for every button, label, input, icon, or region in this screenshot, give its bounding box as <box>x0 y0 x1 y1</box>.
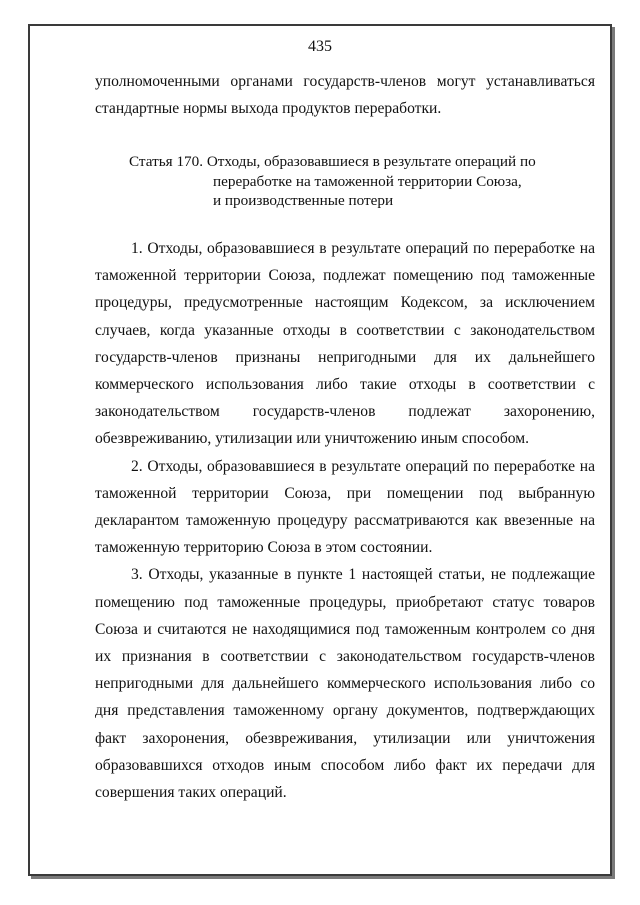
article-heading <box>95 152 595 211</box>
article-paragraph-1: 1. Отходы, образовавшиеся в результате операций по переработке на таможенной территории Союза, подлежат помещению под таможенные процедуры, предусмотренные настоящим Кодексом, за исключением случаев, когда указанные отходы в соответствии с законодательством государств-членов признаны непригодными для их дальнейшего коммерческого использования либо такие отходы в соответствии с законодательством государств-членов подлежат захоронению, обезвреживанию, утилизации или уничтожению иным способом. <box>95 239 595 448</box>
article-paragraph-2: 2. Отходы, образовавшиеся в результате операций по переработке на таможенной территории Союза, при помещении под выбранную декларантом таможенную процедуру рассматриваются как ввезенные на таможенную территорию Союза в этом состоянии. <box>95 457 595 557</box>
article-heading-line: переработке на таможенной территории Союза, <box>213 172 522 190</box>
page-number: 435 <box>308 38 332 55</box>
article-paragraph-3: 3. Отходы, указанные в пункте 1 настоящей статьи, не подлежащие помещению под таможенные процедуры, приобретают статус товаров Союза и считаются не находящимися под таможенным контролем со дня их признания в соответствии с законодательством государств-членов непригодными для дальнейшего коммерческого использования либо со дня представления таможенному органу документов, подтверждающих факт захоронения, обезвреживания, утилизации или уничтожения образовавшихся отходов иным способом либо факт их передачи для совершения таких операций. <box>95 566 595 801</box>
document-body <box>95 68 595 806</box>
intro-paragraph: уполномоченными органами государств-членов могут устанавливаться стандартные нормы выхода продуктов переработки. <box>95 73 595 118</box>
article-heading-line: Статья 170. Отходы, образовавшиеся в результате операций по <box>129 153 536 171</box>
article-heading-line: и производственные потери <box>213 192 394 210</box>
